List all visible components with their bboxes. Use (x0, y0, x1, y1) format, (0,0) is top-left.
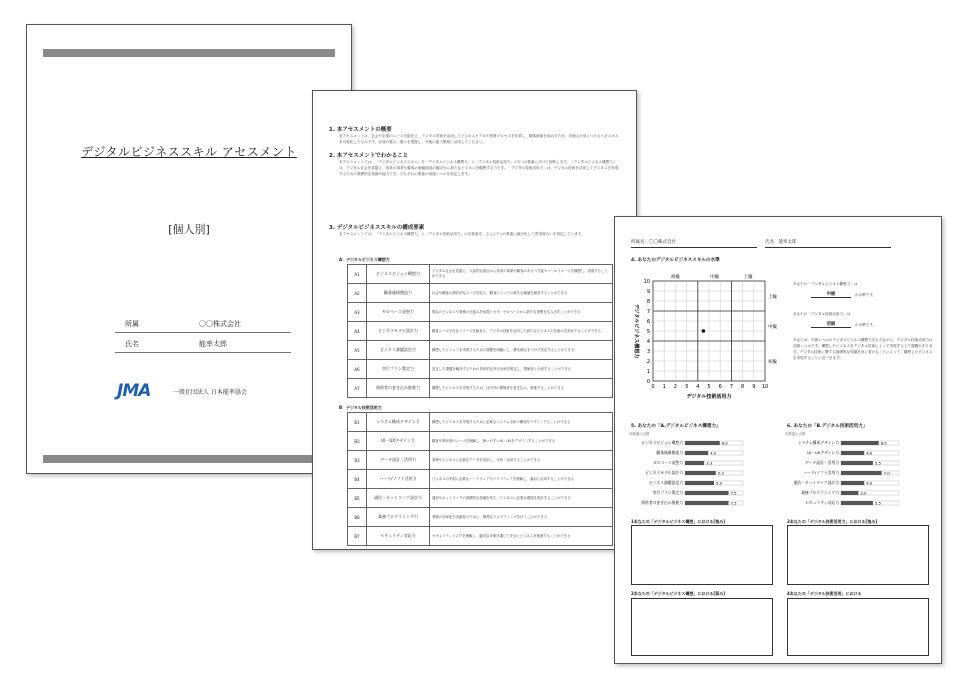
bar-value (841, 471, 882, 475)
x-tick-label: 3 (685, 384, 689, 390)
bar-value-label: 3.3 (706, 460, 713, 466)
tableA-row (348, 341, 613, 360)
tableB-row (348, 489, 613, 508)
tableA-cell-code: A1 (348, 265, 367, 284)
section3-heading: 3. デジタルビジネススキルの構成要素 (329, 225, 425, 231)
tableB-row (348, 432, 613, 451)
bar-value (685, 491, 729, 495)
box3-weaknesses-a[interactable] (631, 598, 773, 656)
bar-category-label: ビジネスビジョン構想力 (641, 440, 683, 445)
y-tick-label: 3 (646, 349, 650, 355)
x-tick-label: 6 (718, 384, 722, 390)
section2-heading: 2. 本アセスメントでわかること (329, 153, 409, 159)
barchart-a (623, 429, 779, 515)
bar-category-label: ハード/ソフト活用力 (803, 470, 839, 475)
section1-heading: 1. 本アセスメントの概要 (329, 127, 392, 133)
level-suffix-1: の水準です。 (855, 293, 877, 297)
tableA-cell-desc: 既存のビジネスや業務の仕組みを前提とせず、ゼロベースから新たな発想を生み出すことができる (430, 303, 613, 322)
bar-category-label: UI・UXデザイン力 (807, 450, 839, 455)
tableA-cell-desc: デジタル社会を見据え、大局的な視点から将来の事業や顧客のあるべき姿やゴールイメージを構想し、表現することができる (430, 265, 613, 284)
name-value: 能率太郎 (199, 340, 227, 348)
box4-weaknesses-b[interactable] (787, 598, 929, 656)
y-tick-label: 6 (646, 319, 650, 325)
x-tick-label: 10 (761, 384, 769, 390)
x-tick-label: 0 (651, 384, 655, 390)
box3-label: 2あなたの「デジタルビジネス構想」における[弱み] (631, 591, 726, 596)
tableB-row (348, 508, 613, 527)
jma-logo: JMA (117, 381, 151, 401)
results-affiliation: 所属名：〇〇株式会社 (631, 239, 757, 248)
name-row (115, 335, 291, 353)
tableA (347, 264, 613, 398)
bar-value (841, 461, 873, 465)
tableA-cell-code: A2 (348, 284, 367, 303)
level-text-1: あなたの「デジタルビジネス構想力」は (793, 282, 858, 286)
tableB-cell-desc: 通信やネットワークの基礎的な知識を持ち、ビジネスに必要な環境を設計することができる (430, 489, 613, 508)
y-tick-label: 7 (646, 309, 650, 315)
overview-page (312, 90, 637, 550)
tableA-cell-code: A3 (348, 303, 367, 322)
grid-top-label: 初級 (670, 275, 680, 280)
results-name: 氏名 能率太郎 (765, 239, 891, 248)
tableB-row (348, 413, 613, 432)
tableA-cell-name: 関係者の巻き込み推進力 (367, 379, 430, 398)
y-tick-label: 2 (646, 359, 650, 365)
grid-side-label: 初級 (768, 360, 777, 365)
bar-category-label: 通信・ネットワーク設計力 (793, 480, 839, 485)
tableA-cell-code: A5 (348, 341, 367, 360)
tableA-row (348, 303, 613, 322)
name-label: 氏名 (125, 340, 139, 348)
tableA-row (348, 265, 613, 284)
tableB-cell-code: B3 (348, 451, 367, 470)
cover-subtitle: [個人別] (168, 223, 210, 236)
tableA-cell-name: 顧客価値創造力 (367, 284, 430, 303)
tableA-title: A：デジタルビジネス構想力 (339, 257, 390, 262)
tableA-cell-code: A4 (348, 322, 367, 341)
x-tick-label: 2 (673, 384, 677, 390)
bar-value (841, 501, 873, 505)
tableA-cell-desc: 設定した課題を解決するための具体的な実行計画を策定し、関係者と合意することができる (430, 360, 613, 379)
tableB-cell-desc: セキュリティリスクを理解し、適切な対策を講じて安全にビジネスを推進することができる (430, 527, 613, 546)
tableA-cell-code: A7 (348, 379, 367, 398)
x-tick-label: 5 (707, 384, 711, 390)
y-tick-label: 8 (646, 299, 650, 305)
bar-value (685, 481, 714, 485)
bar-value-label: 4.0 (710, 450, 717, 456)
tableB-cell-name: システム構成デザイン力 (367, 413, 430, 432)
bar-category-label: 顧客価値創造力 (656, 450, 683, 455)
tableA-cell-name: ビジネス課題設定力 (367, 341, 430, 360)
tableB-cell-desc: 構想したビジネスを実現するために必要なシステム全体の構成をデザインすることができる (430, 413, 613, 432)
section5-heading: 5. あなたの「A.デジタルビジネス構想力」 (631, 424, 721, 429)
bar-value-label: 3.0 (860, 490, 867, 496)
y-axis-label: デジタルビジネス構想力 (633, 303, 639, 359)
tableB-cell-code: B6 (348, 508, 367, 527)
bar-category-label: 業務プログラミング力 (801, 490, 839, 495)
bottom-divider-bar (43, 455, 335, 463)
tableA-cell-name: ビジネスビジョン構想力 (367, 265, 430, 284)
level-text-2: あなたの「デジタル技術活用力」は (793, 312, 851, 316)
section6-heading: 6. あなたの「B.デジタル技術活用力」 (787, 424, 868, 429)
x-tick-label: 8 (741, 384, 745, 390)
tableA-row (348, 322, 613, 341)
bar-value-label: 4.0 (866, 450, 873, 456)
grid-side-label: 上級 (768, 295, 777, 300)
tableA-cell-code: A6 (348, 360, 367, 379)
bar-value (685, 451, 708, 455)
tableB-cell-name: 通信・ネットワーク設計力 (367, 489, 430, 508)
tableA-cell-name: ビジネスモデル設計力 (367, 322, 430, 341)
box2-label: 3あなたの「デジタル技術活用力」における[強み] (787, 519, 878, 524)
tableA-cell-desc: 構想したビジネスを実現するため、社内外の関係者を巻き込み、推進することができる (430, 379, 613, 398)
level-comment: あなたは、中級レベルのデジタルビジネス構想力をもちながら、デジタル技術活用力は初級レベルです。構想したビジネスをデジタル技術によって実現する上で課題があります。デジタル技術に関する基礎的な知識を身に着けることによって、構想したビジネスを実現することに近づきます。 (793, 338, 933, 360)
affiliation-label: 所属 (125, 320, 139, 328)
bar-value-label: 7.5 (730, 500, 737, 506)
grid-top-label: 中級 (710, 275, 720, 280)
skill-matrix-chart (623, 265, 793, 405)
box2-strengths-b[interactable] (787, 525, 929, 585)
tableB (347, 412, 613, 546)
tableB-title: B：デジタル技術活用力 (339, 405, 382, 410)
tableA-cell-name: 実行プラン策定力 (367, 360, 430, 379)
tableB-cell-desc: 業務やビジネスに必要なデータを設計し、分析・活用することができる (430, 451, 613, 470)
bar-value-label: 7.5 (730, 490, 737, 496)
box4-label: 4あなたの「デジタル技術活用」における (787, 591, 862, 596)
bar-value (841, 491, 858, 495)
tableB-cell-desc: ビジネスの実現に必要なハードウェアやソフトウェアを理解し、適切に活用することができる (430, 470, 613, 489)
bar-value-label: 5.5 (874, 500, 881, 506)
y-tick-label: 4 (646, 339, 650, 345)
tableB-cell-desc: 業務の効率化や自動化のために、簡易なプログラミングを行うことができる (430, 508, 613, 527)
level-value-1: 中級 (811, 291, 851, 298)
bar-value (685, 501, 729, 505)
bar-value-label: 7.0 (883, 470, 890, 476)
y-tick-label: 9 (646, 289, 650, 295)
bar-value-label: 6.0 (721, 440, 728, 446)
bar-value (685, 471, 716, 475)
tableB-cell-name: セキュリティ対応力 (367, 527, 430, 546)
tableA-cell-desc: 社会や顧客の潜在的なニーズを捉え、顧客にとっての新たな価値を創造することができる (430, 284, 613, 303)
bar-category-label: 実行プラン策定力 (652, 490, 683, 495)
bar-category-label: システム構成デザイン力 (797, 440, 839, 445)
tableB-cell-code: B5 (348, 489, 367, 508)
results-page (614, 216, 942, 664)
bar-value (685, 441, 720, 445)
cover-page (26, 24, 352, 474)
cover-title: デジタルビジネススキル アセスメント (81, 145, 297, 159)
tableB-row (348, 470, 613, 489)
bar-value-label: 4.0 (866, 480, 873, 486)
tableA-cell-desc: 構想したビジョンを実現するための課題を明確にし、優先順位をつけて設定することができる (430, 341, 613, 360)
level-value-2: 初級 (811, 321, 851, 328)
section2-text: 本アセスメントでは、「デジタルビジネススキル」を「デジタルビジネス構想力」と「デジタル技術活用力」の2つの要素に分けて診断します。「デジタルビジネス構想力」は、デジタル社会を見据え、将来の事業や顧客の価値創造の観点から新たなビジネスを構想する力です。「デジタル技術活用力」は、デジタル技術を活用してビジネスを実現するための基礎的な知識や能力です。それぞれの要素の到達レベルを判定します。 (339, 160, 619, 176)
x-tick-label: 7 (729, 384, 733, 390)
bar-value-label: 6.5 (880, 440, 887, 446)
top-divider-bar (43, 49, 335, 57)
grid-side-label: 中級 (768, 325, 777, 330)
bar-value (841, 451, 864, 455)
x-axis-label: デジタル技術活用力 (686, 394, 732, 400)
score-point (702, 329, 706, 333)
affiliation-row (115, 315, 291, 333)
tableA-cell-name: ゼロベース発想力 (367, 303, 430, 322)
tableB-cell-code: B2 (348, 432, 367, 451)
tableA-cell-desc: 顧客ニーズや自社リソースを踏まえ、デジタル技術を活用した新たなビジネスの仕組みを設計することができる (430, 322, 613, 341)
tableA-row (348, 379, 613, 398)
box1-label: 1あなたの「デジタルビジネス構想」における[強み] (631, 519, 726, 524)
box1-strengths-a[interactable] (631, 525, 773, 585)
section3-text: 本アセスメントでは、「デジタルビジネス構想力」と「デジタル技術活用力」の各要素を、さらに7つの要素に細分化して習得度合いを判定しています。 (339, 232, 585, 236)
barchart-b (779, 429, 939, 515)
tableB-cell-code: B1 (348, 413, 367, 432)
section1-text: 本アセスメントは、社会や企業のニーズを踏まえ、デジタル技術を活用してビジネスモデルや業務プロセスを変革し、顧客価値を高めるため、各個人が身につけるべきスキルを可視化したものです。自身の強み・弱みを把握し、今後の能力開発に活用してください。 (339, 134, 619, 144)
bar-category-label: ビジネス課題設定力 (648, 480, 683, 485)
level-suffix-2: の水準です。 (855, 323, 877, 327)
tableA-row (348, 284, 613, 303)
tableB-cell-code: B7 (348, 527, 367, 546)
x-tick-label: 4 (696, 384, 700, 390)
bar-value-label: 5.5 (874, 460, 881, 466)
bar-category-label: セキュリティ対応力 (805, 500, 839, 505)
x-tick-label: 9 (752, 384, 756, 390)
bar-value-label: 5.3 (717, 470, 724, 476)
tableB-cell-code: B4 (348, 470, 367, 489)
tableB-cell-name: ハード/ソフト活用力 (367, 470, 430, 489)
y-tick-label: 1 (646, 369, 650, 375)
x-tick-label: 1 (662, 384, 666, 390)
section4-heading: 4. あなたのデジタルビジネススキルの水準 (631, 258, 720, 263)
y-tick-label: 0 (646, 379, 650, 385)
bar-category-label: ビジネスモデル設計力 (645, 470, 683, 475)
bar-value (841, 441, 879, 445)
bar-chart-header: 各要素の点数 (629, 432, 650, 436)
tableA-row (348, 360, 613, 379)
bar-category-label: データ設計・活用力 (804, 460, 839, 465)
organization-name: 一般社団法人 日本能率協会 (173, 389, 247, 396)
y-tick-label: 5 (646, 329, 650, 335)
affiliation-value: 〇〇株式会社 (199, 320, 241, 328)
tableB-cell-name: UI・UXデザイン力 (367, 432, 430, 451)
bar-category-label: ゼロベース発想力 (652, 460, 683, 465)
tableB-cell-name: データ設計・活用力 (367, 451, 430, 470)
tableB-cell-desc: 顧客や利用者のニーズを理解し、使いやすいUI・UXをデザインすることができる (430, 432, 613, 451)
y-tick-label: 10 (643, 279, 650, 285)
tableB-cell-name: 業務プログラミング力 (367, 508, 430, 527)
bar-chart-header: 各要素の点数 (785, 432, 806, 436)
bar-value-label: 5.0 (716, 480, 723, 486)
grid-top-label: 上級 (743, 275, 753, 280)
bar-value (685, 461, 704, 465)
bar-category-label: 関係者の巻き込み推進力 (641, 500, 683, 505)
tableB-row (348, 451, 613, 470)
tableB-row (348, 527, 613, 546)
bar-value (841, 481, 864, 485)
